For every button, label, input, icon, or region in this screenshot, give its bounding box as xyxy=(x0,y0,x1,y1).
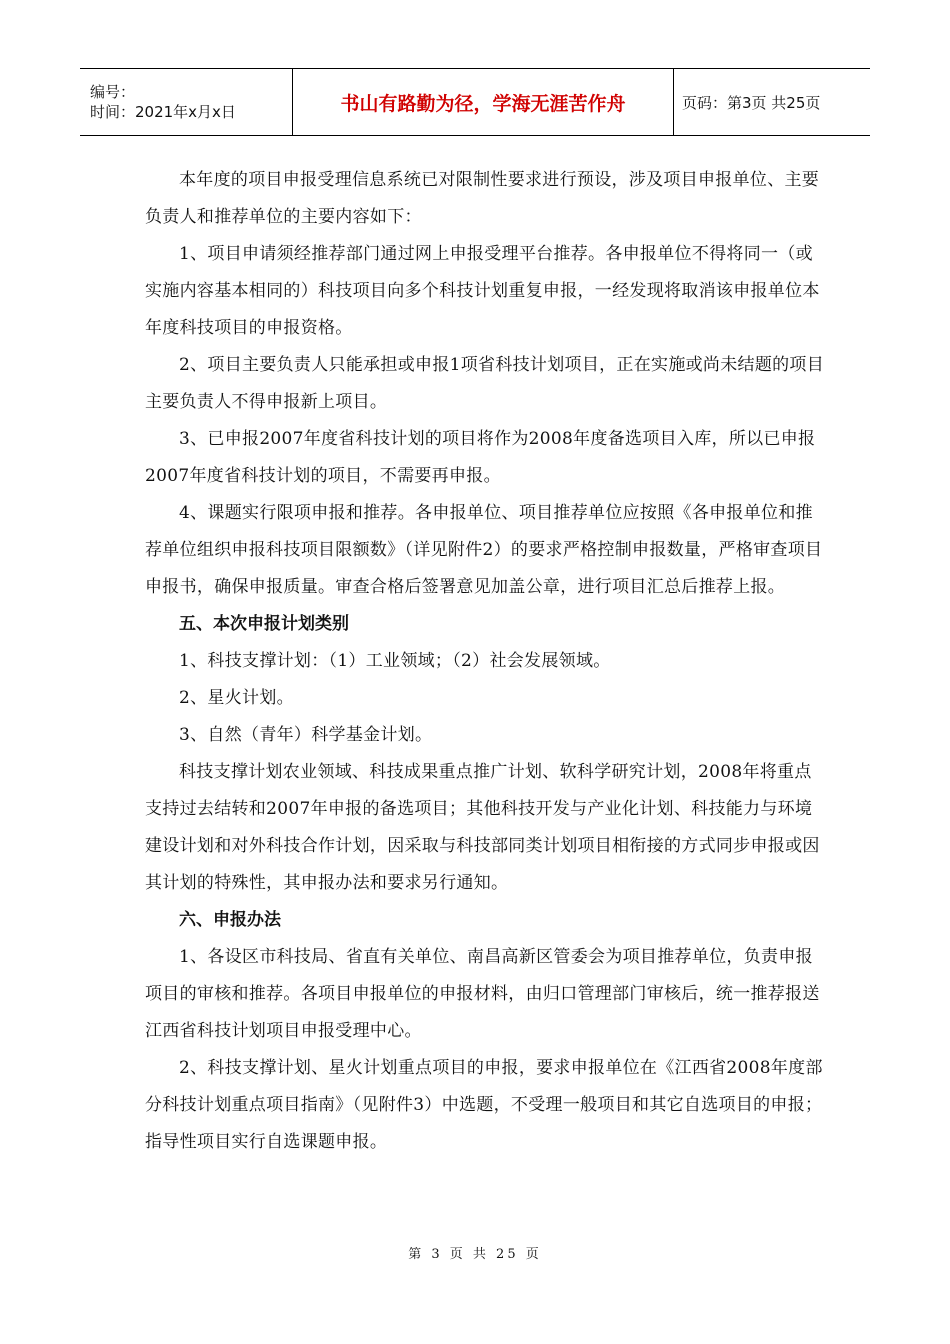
paragraph: 3、已申报2007年度省科技计划的项目将作为2008年度备选项目入库，所以已申报2007年度省科技计划的项目，不需要再申报。 xyxy=(145,429,816,486)
header-meta xyxy=(80,69,293,136)
document-date: 时间：2021年x月x日 xyxy=(90,103,236,121)
paragraph: 1、科技支撑计划：（1）工业领域；（2）社会发展领域。 xyxy=(179,651,611,671)
paragraph: 3、自然（青年）科学基金计划。 xyxy=(179,725,433,745)
paragraph: 本年度的项目申报受理信息系统已对限制性要求进行预设，涉及项目申报单位、主要负责人和推荐单位的主要内容如下： xyxy=(145,170,820,227)
paragraph: 1、各设区市科技局、省直有关单位、南昌高新区管委会为项目推荐单位，负责申报项目的审核和推荐。各项目申报单位的申报材料，由归口管理部门审核后，统一推荐报送江西省科技计划项目申报受理中心。 xyxy=(145,947,820,1041)
document-header xyxy=(80,68,870,136)
paragraph: 1、项目申请须经推荐部门通过网上申报受理平台推荐。各申报单位不得将同一（或实施内容基本相同的）科技项目向多个科技计划重复申报，一经发现将取消该申报单位本年度科技项目的申报资格。 xyxy=(145,244,820,338)
header-page-info: 页码：第3页 共25页 xyxy=(674,69,871,136)
header-motto: 书山有路勤为径，学海无涯苦作舟 xyxy=(293,69,674,136)
document-number-label: 编号： xyxy=(90,83,136,101)
section-heading: 五、本次申报计划类别 xyxy=(179,614,349,634)
paragraph: 科技支撑计划农业领域、科技成果重点推广计划、软科学研究计划，2008年将重点支持过去结转和2007年申报的备选项目；其他科技开发与产业化计划、科技能力与环境建设计划和对外科技合作计划，因采取与科技部同类计划项目相衔接的方式同步申报或因其计划的特殊性，其申报办法和要求另行通知。 xyxy=(145,762,820,893)
paragraph: 2、科技支撑计划、星火计划重点项目的申报，要求申报单位在《江西省2008年度部分科技计划重点项目指南》（见附件3）中选题，不受理一般项目和其它自选项目的申报；指导性项目实行自选课题申报。 xyxy=(145,1058,823,1152)
page-footer: 第 3 页 共 25 页 xyxy=(408,1247,542,1262)
paragraph: 2、项目主要负责人只能承担或申报1项省科技计划项目，正在实施或尚未结题的项目主要负责人不得申报新上项目。 xyxy=(145,355,825,412)
paragraph: 4、课题实行限项申报和推荐。各申报单位、项目推荐单位应按照《各申报单位和推荐单位组织申报科技项目限额数》（详见附件2）的要求严格控制申报数量，严格审查项目申报书，确保申报质量。审查合格后签署意见加盖公章，进行项目汇总后推荐上报。 xyxy=(145,503,823,597)
document-body xyxy=(145,162,825,1161)
paragraph: 2、星火计划。 xyxy=(179,688,294,708)
section-heading: 六、申报办法 xyxy=(179,910,281,930)
